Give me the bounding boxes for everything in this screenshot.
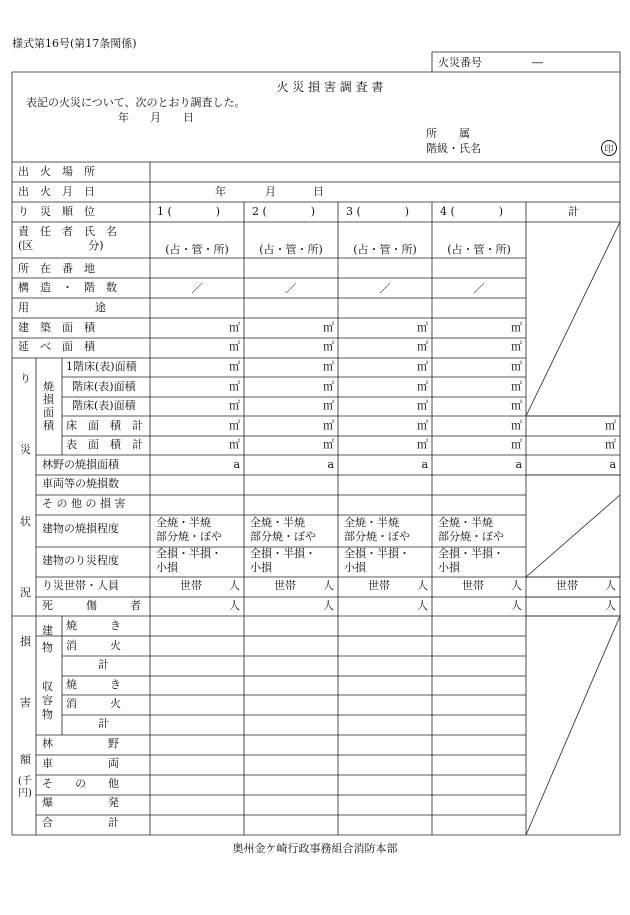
- area-unit-m2: ㎡: [229, 399, 240, 412]
- household-person-unit: 人: [229, 579, 240, 592]
- building-burn-label: 焼 き: [66, 619, 121, 632]
- area-unit-m2: ㎡: [323, 321, 334, 334]
- structure-slash-4: ／: [473, 282, 485, 295]
- damage-option-line2[interactable]: 小損: [344, 561, 366, 574]
- loss-side-gaku: 額: [20, 753, 31, 766]
- household-person-unit: 人: [323, 579, 334, 592]
- area-unit-m2: ㎡: [323, 360, 334, 373]
- burn-option-line1[interactable]: 全焼・半焼: [250, 516, 305, 529]
- other-damage-label: そ の 他 の 損 害: [42, 497, 126, 510]
- side-label-kyou: 況: [20, 586, 31, 599]
- damage-option-line1[interactable]: 全損・半損・: [156, 547, 222, 560]
- order-col-3[interactable]: 3 ( ): [346, 205, 410, 218]
- date-day[interactable]: 日: [183, 111, 194, 124]
- area-unit-m2: ㎡: [417, 380, 428, 393]
- responsible-label: 責 任 者 氏 名: [18, 225, 117, 238]
- document-title: 火 災 損 害 調 査 書: [276, 80, 384, 94]
- use-label: 用 途: [18, 301, 106, 314]
- area-unit-m2: ㎡: [323, 340, 334, 353]
- total-area-unit-m2: ㎡: [605, 419, 616, 432]
- structure-slash-3: ／: [379, 282, 391, 295]
- origin-day[interactable]: 日: [313, 185, 324, 198]
- order-col-4[interactable]: 4 ( ): [440, 205, 504, 218]
- structure-slash-1: ／: [191, 282, 203, 295]
- floor-n-label-1: 階床(表)面積: [72, 380, 136, 393]
- loss-side-gai: 害: [20, 696, 31, 709]
- area-unit-m2: ㎡: [229, 438, 240, 451]
- vehicles-label: 車両等の焼損数: [42, 477, 119, 490]
- damage-degree-label: 建物のり災程度: [42, 554, 119, 567]
- household-unit: 世帯: [180, 579, 202, 592]
- grid-line: [526, 495, 620, 577]
- explosion-loss-label: 爆 発: [42, 796, 119, 809]
- floor-n-label-2: 階床(表)面積: [72, 399, 136, 412]
- casualty-unit: 人: [511, 599, 522, 612]
- area-unit-m2: ㎡: [511, 380, 522, 393]
- floor1-label: 1階床(表)面積: [66, 360, 137, 373]
- casualty-unit: 人: [323, 599, 334, 612]
- forest-unit-a: a: [421, 458, 428, 471]
- damage-option-line1[interactable]: 全損・半損・: [250, 547, 316, 560]
- category-cell-2[interactable]: (占・管・所): [259, 243, 323, 256]
- burn-option-line2[interactable]: 部分焼・ぼや: [156, 530, 222, 543]
- intro-text: 表記の火災について、次のとおり調査した。: [26, 96, 246, 109]
- area-unit-m2: ㎡: [417, 360, 428, 373]
- total-household-unit: 世帯: [556, 579, 578, 592]
- side-label-jou: 状: [20, 515, 31, 528]
- area-unit-m2: ㎡: [511, 399, 522, 412]
- forest-unit-a: a: [515, 458, 522, 471]
- total-casualty-unit: 人: [605, 599, 616, 612]
- forest-loss-label: 林 野: [42, 737, 119, 750]
- damage-option-line2[interactable]: 小損: [438, 561, 460, 574]
- order-label: り 災 順 位: [18, 205, 95, 218]
- loss-side-unit: (千円): [18, 776, 32, 799]
- building-area-label: 建 築 面 積: [18, 321, 95, 334]
- forest-unit-a: a: [233, 458, 240, 471]
- seal-mark: 印: [601, 140, 617, 156]
- order-col-1[interactable]: 1 ( ): [157, 205, 221, 218]
- area-unit-m2: ㎡: [229, 419, 240, 432]
- category-cell-3[interactable]: (占・管・所): [353, 243, 417, 256]
- area-unit-m2: ㎡: [511, 438, 522, 451]
- burn-option-line1[interactable]: 全焼・半焼: [438, 516, 493, 529]
- date-year[interactable]: 年: [118, 111, 129, 124]
- area-unit-m2: ㎡: [229, 360, 240, 373]
- household-person-unit: 人: [417, 579, 428, 592]
- total-household-person-unit: 人: [605, 579, 616, 592]
- burned-area-label: 焼損面積: [43, 380, 54, 432]
- structure-label: 構 造 ・ 階 数: [18, 281, 117, 294]
- area-unit-m2: ㎡: [417, 399, 428, 412]
- total-area-unit-m2: ㎡: [605, 438, 616, 451]
- area-unit-m2: ㎡: [417, 438, 428, 451]
- burn-option-line2[interactable]: 部分焼・ぼや: [344, 530, 410, 543]
- rank-name-label: 階級・氏名: [426, 142, 481, 155]
- damage-option-line2[interactable]: 小損: [250, 561, 272, 574]
- responsible-category-label: (区 分): [18, 239, 104, 252]
- origin-month[interactable]: 月: [265, 185, 276, 198]
- area-unit-m2: ㎡: [511, 321, 522, 334]
- side-label-ri: り: [20, 372, 31, 385]
- damage-option-line1[interactable]: 全損・半損・: [438, 547, 504, 560]
- total-floor-area-label: 延 べ 面 積: [18, 340, 95, 353]
- burn-option-line2[interactable]: 部分焼・ぼや: [250, 530, 316, 543]
- household-unit: 世帯: [462, 579, 484, 592]
- floor-total-label: 床 面 積 計: [66, 419, 143, 432]
- total-forest-unit-a: a: [609, 458, 616, 471]
- loss-side-son: 損: [20, 635, 31, 648]
- vehicle-loss-label: 車 両: [42, 757, 119, 770]
- forest-unit-a: a: [327, 458, 334, 471]
- burn-option-line1[interactable]: 全焼・半焼: [344, 516, 399, 529]
- households-label: り災世帯・人員: [42, 579, 119, 592]
- surface-total-label: 表 面 積 計: [66, 438, 143, 451]
- household-unit: 世帯: [368, 579, 390, 592]
- area-unit-m2: ㎡: [511, 419, 522, 432]
- burn-option-line1[interactable]: 全焼・半焼: [156, 516, 211, 529]
- area-unit-m2: ㎡: [417, 419, 428, 432]
- household-person-unit: 人: [511, 579, 522, 592]
- category-cell-1[interactable]: (占・管・所): [165, 243, 229, 256]
- area-unit-m2: ㎡: [417, 340, 428, 353]
- affiliation-label: 所 属: [426, 127, 470, 140]
- structure-slash-2: ／: [285, 282, 297, 295]
- side-label-sai: 災: [20, 443, 31, 456]
- area-unit-m2: ㎡: [229, 380, 240, 393]
- casualty-unit: 人: [417, 599, 428, 612]
- area-unit-m2: ㎡: [229, 340, 240, 353]
- contents-loss-label: 収容物: [42, 680, 53, 721]
- contents-extinguish-label: 消 火: [66, 697, 121, 710]
- area-unit-m2: ㎡: [511, 360, 522, 373]
- casualty-unit: 人: [229, 599, 240, 612]
- category-cell-4[interactable]: (占・管・所): [447, 243, 511, 256]
- origin-date-label: 出 火 月 日: [18, 185, 95, 198]
- grid-line: [526, 222, 620, 416]
- area-unit-m2: ㎡: [417, 321, 428, 334]
- origin-year[interactable]: 年: [215, 185, 226, 198]
- casualties-label: 死 傷 者: [42, 599, 141, 612]
- damage-option-line1[interactable]: 全損・半損・: [344, 547, 410, 560]
- area-unit-m2: ㎡: [323, 438, 334, 451]
- footer-organization: 奥州金ケ崎行政事務組合消防本部: [232, 842, 398, 855]
- area-unit-m2: ㎡: [511, 340, 522, 353]
- household-unit: 世帯: [274, 579, 296, 592]
- form-number: 様式第16号(第17条関係): [12, 37, 137, 50]
- date-month[interactable]: 月: [150, 111, 161, 124]
- burn-option-line2[interactable]: 部分焼・ぼや: [438, 530, 504, 543]
- area-unit-m2: ㎡: [323, 399, 334, 412]
- fire-number-label: 火災番号: [438, 56, 482, 69]
- order-col-2[interactable]: 2 ( ): [252, 205, 316, 218]
- grand-total-label: 合 計: [42, 816, 119, 829]
- address-label: 所 在 番 地: [18, 262, 95, 275]
- building-subtotal-label: 計: [98, 658, 109, 671]
- area-unit-m2: ㎡: [229, 321, 240, 334]
- origin-place-label: 出 火 場 所: [18, 165, 95, 178]
- grid-line: [526, 616, 620, 835]
- area-unit-m2: ㎡: [323, 380, 334, 393]
- damage-option-line2[interactable]: 小損: [156, 561, 178, 574]
- building-extinguish-label: 消 火: [66, 639, 121, 652]
- burn-degree-label: 建物の焼損程度: [42, 522, 119, 535]
- area-unit-m2: ㎡: [323, 419, 334, 432]
- other-loss-label: そ の 他: [42, 777, 119, 790]
- total-header: 計: [568, 205, 579, 218]
- contents-burn-label: 焼 き: [66, 678, 121, 691]
- contents-subtotal-label: 計: [98, 717, 109, 730]
- building-loss-label: 建物: [42, 624, 53, 654]
- fire-number-value[interactable]: ―: [532, 56, 543, 69]
- forest-area-label: 林野の焼損面積: [42, 458, 119, 471]
